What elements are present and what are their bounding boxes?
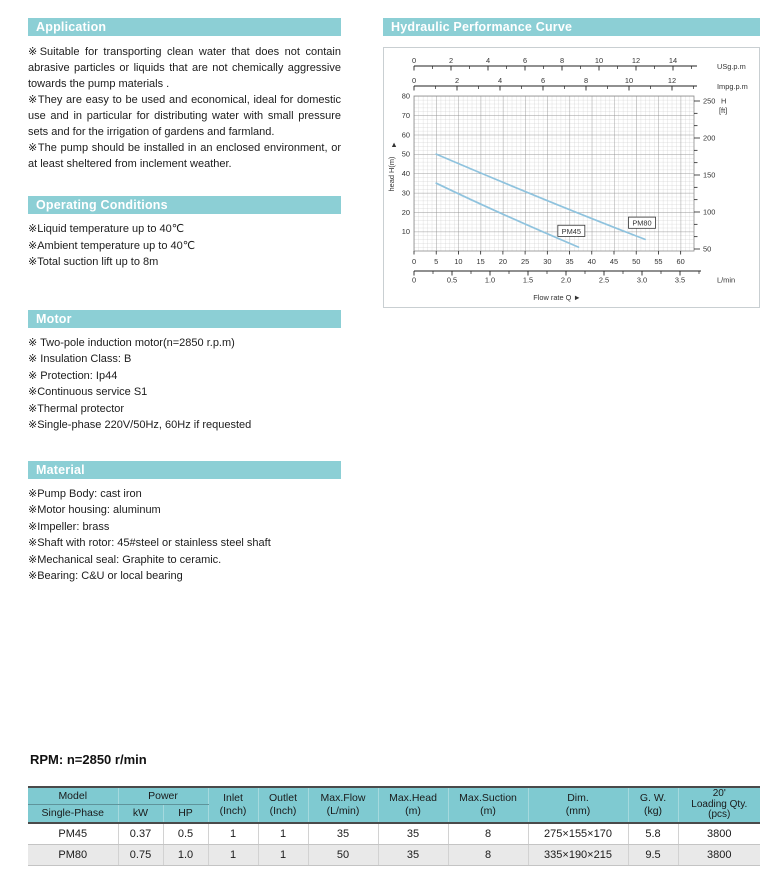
section-title: Hydraulic Performance Curve — [391, 20, 573, 34]
bullet-item: ※Mechanical seal: Graphite to ceramic. — [28, 553, 222, 566]
svg-text:100: 100 — [703, 207, 716, 217]
cell-gw: 5.8 — [628, 823, 678, 845]
cell-kw: 0.75 — [118, 844, 163, 865]
cell-loading-qty: 3800 — [678, 823, 760, 845]
svg-text:80: 80 — [401, 91, 410, 101]
svg-text:40: 40 — [587, 257, 596, 266]
svg-text:L/min: L/min — [717, 275, 736, 285]
svg-text:6: 6 — [540, 76, 546, 85]
svg-text:0: 0 — [411, 76, 417, 85]
cell-hp: 1.0 — [163, 844, 208, 865]
svg-text:50: 50 — [703, 244, 712, 254]
svg-text:30: 30 — [401, 188, 410, 198]
bullet-item: ※Continuous service S1 — [28, 386, 148, 398]
cell-max-flow: 35 — [308, 823, 378, 845]
bullet-item: ※Single-phase 220V/50Hz, 60Hz if requested — [28, 419, 252, 431]
svg-text:8: 8 — [559, 56, 565, 65]
section-title: Motor — [36, 311, 72, 326]
cell-dim: 275×155×170 — [528, 823, 628, 845]
svg-text:45: 45 — [609, 257, 619, 266]
svg-text:55: 55 — [654, 257, 663, 266]
spec-table-header — [28, 787, 760, 823]
svg-text:0.5: 0.5 — [446, 275, 458, 285]
bullet-item: ※They are easy to be used and economical, ideal for domestic use and in particular for distributing water with small pressure sets and for the irrigation of gardens and farmland. — [28, 94, 341, 138]
section-header-motor — [28, 310, 341, 328]
svg-text:3.0: 3.0 — [636, 275, 648, 285]
svg-text:head H(m): head H(m) — [387, 156, 396, 192]
cell-max-flow: 50 — [308, 844, 378, 865]
bullet-item: ※Impeller: brass — [28, 520, 110, 533]
bullet-item: ※ Two-pole induction motor(n=2850 r.p.m) — [28, 336, 235, 349]
application-text — [28, 44, 341, 172]
cell-max-head: 35 — [378, 844, 448, 865]
cell-model: PM80 — [28, 844, 118, 865]
svg-text:PM80: PM80 — [632, 218, 652, 228]
svg-text:1.0: 1.0 — [484, 275, 496, 285]
svg-text:6: 6 — [522, 56, 528, 65]
cell-max-head: 35 — [378, 823, 448, 845]
section-header-material — [28, 461, 341, 479]
section-header-application — [28, 18, 341, 36]
svg-text:▲: ▲ — [390, 140, 398, 149]
svg-text:Impg.p.m: Impg.p.m — [717, 82, 748, 91]
bullet-item: ※ Protection: Ip44 — [28, 369, 118, 382]
svg-text:10: 10 — [401, 227, 410, 237]
svg-text:Flow rate Q ►: Flow rate Q ► — [533, 293, 581, 302]
hydraulic-performance-chart-panel — [383, 47, 760, 308]
svg-text:[ft]: [ft] — [719, 106, 728, 115]
section-title: Material — [36, 462, 85, 477]
svg-text:12: 12 — [631, 56, 641, 65]
bullet-item: ※The pump should be installed in an enclosed environment, or at least sheltered from inclement weather. — [28, 142, 341, 170]
hydraulic-performance-chart — [384, 48, 759, 307]
bullet-item: ※Pump Body: cast iron — [28, 487, 142, 500]
svg-text:40: 40 — [401, 169, 410, 179]
svg-text:250: 250 — [703, 96, 716, 106]
svg-text:1.5: 1.5 — [522, 275, 534, 285]
bullet-item: ※Ambient temperature up to 40℃ — [28, 239, 196, 252]
col-outlet: Outlet (Inch) — [258, 787, 308, 823]
svg-text:2.5: 2.5 — [598, 275, 610, 285]
section-title: Operating Conditions — [36, 198, 168, 212]
svg-text:12: 12 — [667, 76, 677, 85]
cell-outlet: 1 — [258, 823, 308, 845]
bullet-item: ※Liquid temperature up to 40℃ — [28, 223, 185, 235]
svg-text:H: H — [721, 96, 727, 106]
col-max-flow: Max.Flow (L/min) — [308, 787, 378, 823]
col-hp: HP — [163, 805, 208, 823]
col-dim: Dim. (mm) — [528, 787, 628, 823]
svg-text:5: 5 — [434, 257, 439, 266]
svg-text:4: 4 — [497, 76, 503, 85]
svg-text:25: 25 — [520, 257, 530, 266]
cell-inlet: 1 — [208, 844, 258, 865]
table-row-pm45 — [28, 823, 760, 845]
cell-model: PM45 — [28, 823, 118, 845]
left-column — [28, 18, 341, 585]
col-single-phase: Single-Phase — [28, 805, 118, 823]
cell-inlet: 1 — [208, 823, 258, 845]
svg-text:150: 150 — [703, 170, 716, 180]
section-header-hydraulic-performance-curve — [383, 18, 760, 36]
svg-text:14: 14 — [668, 56, 678, 65]
col-kw: kW — [118, 805, 163, 823]
svg-text:10: 10 — [594, 56, 604, 65]
cell-hp: 0.5 — [163, 823, 208, 845]
cell-max-suction: 8 — [448, 844, 528, 865]
svg-text:30: 30 — [543, 257, 552, 266]
col-loading-qty: 20' Loading Qty. (pcs) — [678, 787, 760, 823]
svg-text:70: 70 — [401, 110, 410, 120]
bullet-item: ※Motor housing: aluminum — [28, 504, 161, 516]
svg-text:50: 50 — [401, 149, 410, 159]
bullet-item: ※Bearing: C&U or local bearing — [28, 570, 183, 582]
svg-text:20: 20 — [401, 207, 410, 217]
bullet-item: ※Thermal protector — [28, 402, 125, 415]
svg-text:200: 200 — [703, 133, 716, 143]
svg-text:2: 2 — [448, 56, 454, 65]
bullet-item: ※ Insulation Class: B — [28, 353, 132, 365]
svg-text:2: 2 — [454, 76, 460, 85]
svg-text:10: 10 — [624, 76, 634, 85]
svg-text:50: 50 — [632, 257, 641, 266]
svg-text:10: 10 — [454, 257, 463, 266]
spec-table — [28, 786, 760, 866]
col-model: Model — [28, 787, 118, 805]
cell-outlet: 1 — [258, 844, 308, 865]
svg-text:60: 60 — [676, 257, 685, 266]
cell-kw: 0.37 — [118, 823, 163, 845]
svg-text:0: 0 — [411, 275, 417, 285]
motor-list — [28, 335, 341, 434]
bullet-item: ※Total suction lift up to 8m — [28, 256, 159, 268]
svg-text:0: 0 — [411, 56, 417, 65]
svg-text:PM45: PM45 — [561, 226, 581, 236]
bullet-item: ※Shaft with rotor: 45#steel or stainless steel shaft — [28, 537, 271, 549]
section-title: Application — [36, 20, 107, 34]
col-inlet: Inlet (Inch) — [208, 787, 258, 823]
svg-text:35: 35 — [565, 257, 574, 266]
cell-gw: 9.5 — [628, 844, 678, 865]
table-row-pm80 — [28, 844, 760, 865]
svg-text:60: 60 — [401, 130, 410, 140]
svg-text:3.5: 3.5 — [674, 275, 686, 285]
right-column — [383, 18, 760, 308]
svg-text:0: 0 — [411, 257, 417, 266]
rpm-title: RPM: n=2850 r/min — [30, 752, 147, 767]
col-power: Power — [118, 787, 208, 805]
svg-text:USg.p.m: USg.p.m — [717, 62, 746, 71]
col-max-head: Max.Head (m) — [378, 787, 448, 823]
section-header-operating-conditions — [28, 196, 341, 214]
svg-text:2.0: 2.0 — [560, 275, 572, 285]
svg-text:20: 20 — [498, 257, 508, 266]
svg-text:8: 8 — [583, 76, 589, 85]
bullet-item: ※Suitable for transporting clean water that does not contain abrasive particles or liquids that are not chemically aggressive towards the pump materials . — [28, 46, 341, 90]
svg-text:4: 4 — [485, 56, 491, 65]
col-max-suction: Max.Suction (m) — [448, 787, 528, 823]
col-gw: G. W. (kg) — [628, 787, 678, 823]
operating-conditions-list — [28, 221, 341, 271]
cell-dim: 335×190×215 — [528, 844, 628, 865]
svg-text:15: 15 — [476, 257, 485, 266]
material-list — [28, 486, 341, 585]
cell-max-suction: 8 — [448, 823, 528, 845]
cell-loading-qty: 3800 — [678, 844, 760, 865]
